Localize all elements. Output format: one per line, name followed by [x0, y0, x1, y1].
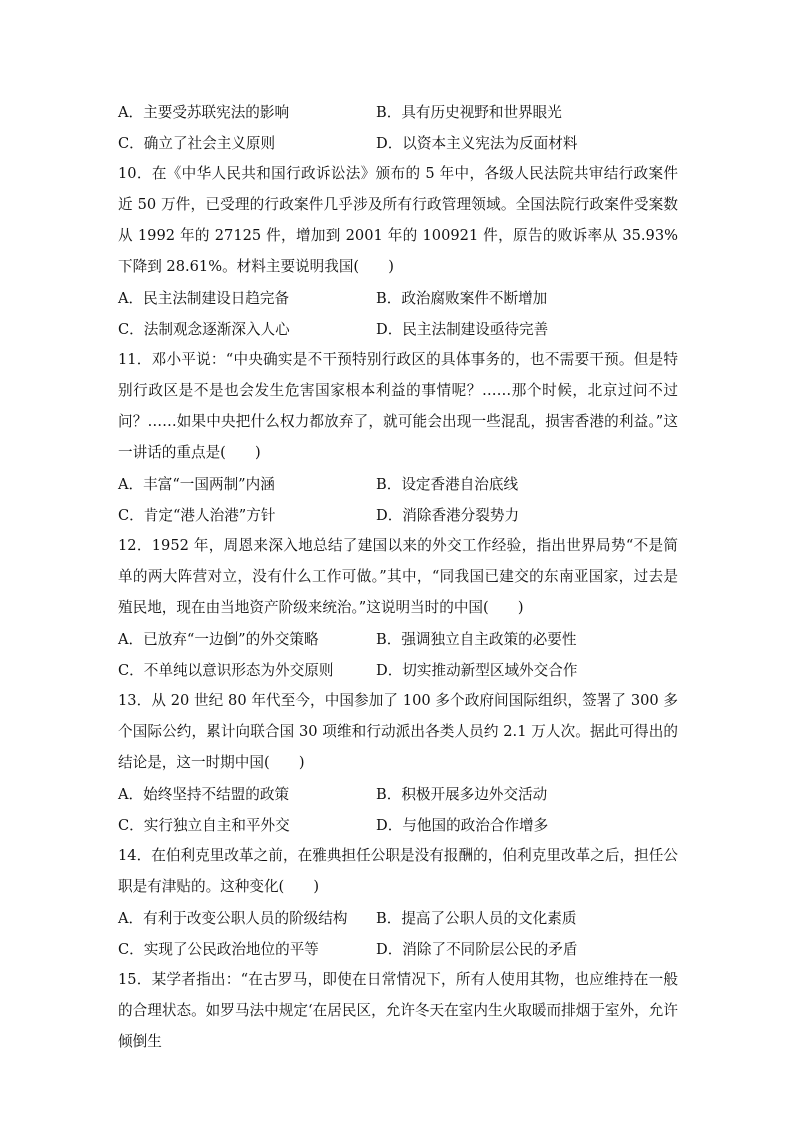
option-row: [118, 499, 678, 530]
option-d[interactable]: D．民主法制建设亟待完善: [376, 321, 549, 338]
option-b[interactable]: B．提高了公职人员的文化素质: [376, 910, 577, 927]
option-a[interactable]: A．民主法制建设日趋完备: [118, 290, 290, 307]
option-d[interactable]: D．与他国的政治合作增多: [376, 817, 549, 834]
option-row: [118, 933, 678, 964]
option-b[interactable]: B．具有历史视野和世界眼光: [376, 104, 562, 121]
option-a[interactable]: A．有利于改变公职人员的阶级结构: [118, 910, 348, 927]
option-row: [118, 468, 678, 499]
option-d[interactable]: D．切实推动新型区域外交合作: [376, 662, 578, 679]
option-row: [118, 809, 678, 840]
option-c[interactable]: C．实行独立自主和平外交: [118, 817, 290, 834]
option-c[interactable]: C．法制观念逐渐深入人心: [118, 321, 290, 338]
option-a[interactable]: A．已放弃“一边倒”的外交策略: [118, 631, 319, 648]
question-11: 11．邓小平说：“中央确实是不干预特别行政区的具体事务的，也不需要干预。但是特别行政区是不是也会发生危害国家根本利益的事情呢？……那个时候，北京过问不过问？……如果中央把什么权力都放弃了，就可能会出现一些混乱，损害香港的利益。”这一讲话的重点是( ): [118, 351, 678, 461]
option-a[interactable]: A．主要受苏联宪法的影响: [118, 104, 290, 121]
option-row: [118, 623, 678, 654]
option-b[interactable]: B．政治腐败案件不断增加: [376, 290, 548, 307]
option-d[interactable]: D．以资本主义宪法为反面材料: [376, 135, 578, 152]
option-row: [118, 902, 678, 933]
option-b[interactable]: B．设定香港自治底线: [376, 476, 519, 493]
question-12: 12．1952 年，周恩来深入地总结了建国以来的外交工作经验，指出世界局势“不是简单的两大阵营对立，没有什么工作可做。”其中，“同我国已建交的东南亚国家，过去是殖民地，现在由当地资产阶级来统治。”这说明当时的中国( ): [118, 537, 678, 616]
question-10: 10．在《中华人民共和国行政诉讼法》颁布的 5 年中，各级人民法院共审结行政案件近 50 万件，已受理的行政案件几乎涉及所有行政管理领域。全国法院行政案件受案数从 1992 年的 27125 件，增加到 2001 年的 100921 件，原告的败诉率从 35.93%下降到 28.61%。材料主要说明我国( ): [118, 165, 678, 275]
option-b[interactable]: B．积极开展多边外交活动: [376, 786, 548, 803]
option-c[interactable]: C．不单纯以意识形态为外交原则: [118, 662, 334, 679]
question-14: 14．在伯利克里改革之前，在雅典担任公职是没有报酬的，伯利克里改革之后，担任公职是有津贴的。这种变化( ): [118, 847, 678, 895]
option-row: [118, 654, 678, 685]
option-b[interactable]: B．强调独立自主政策的必要性: [376, 631, 577, 648]
option-row: [118, 96, 678, 127]
option-c[interactable]: C．肯定“港人治港”方针: [118, 507, 276, 524]
question-13: 13．从 20 世纪 80 年代至今，中国参加了 100 多个政府间国际组织，签署了 300 多个国际公约，累计向联合国 30 项维和行动派出各类人员约 2.1 万人次。据此可得出的结论是，这一时期中国( ): [118, 692, 678, 771]
question-list: [118, 96, 678, 1057]
option-row: [118, 778, 678, 809]
option-a[interactable]: A．始终坚持不结盟的政策: [118, 786, 290, 803]
option-c[interactable]: C．确立了社会主义原则: [118, 135, 276, 152]
option-c[interactable]: C．实现了公民政治地位的平等: [118, 941, 319, 958]
option-a[interactable]: A．丰富“一国两制”内涵: [118, 476, 275, 493]
option-row: [118, 282, 678, 313]
option-row: [118, 127, 678, 158]
option-row: [118, 313, 678, 344]
option-d[interactable]: D．消除香港分裂势力: [376, 507, 520, 524]
option-d[interactable]: D．消除了不同阶层公民的矛盾: [376, 941, 578, 958]
question-15: 15．某学者指出：“在古罗马，即使在日常情况下，所有人使用其物，也应维持在一般的合理状态。如罗马法中规定‘在居民区，允许冬天在室内生火取暖而排烟于室外，允许倾倒生: [118, 971, 678, 1050]
